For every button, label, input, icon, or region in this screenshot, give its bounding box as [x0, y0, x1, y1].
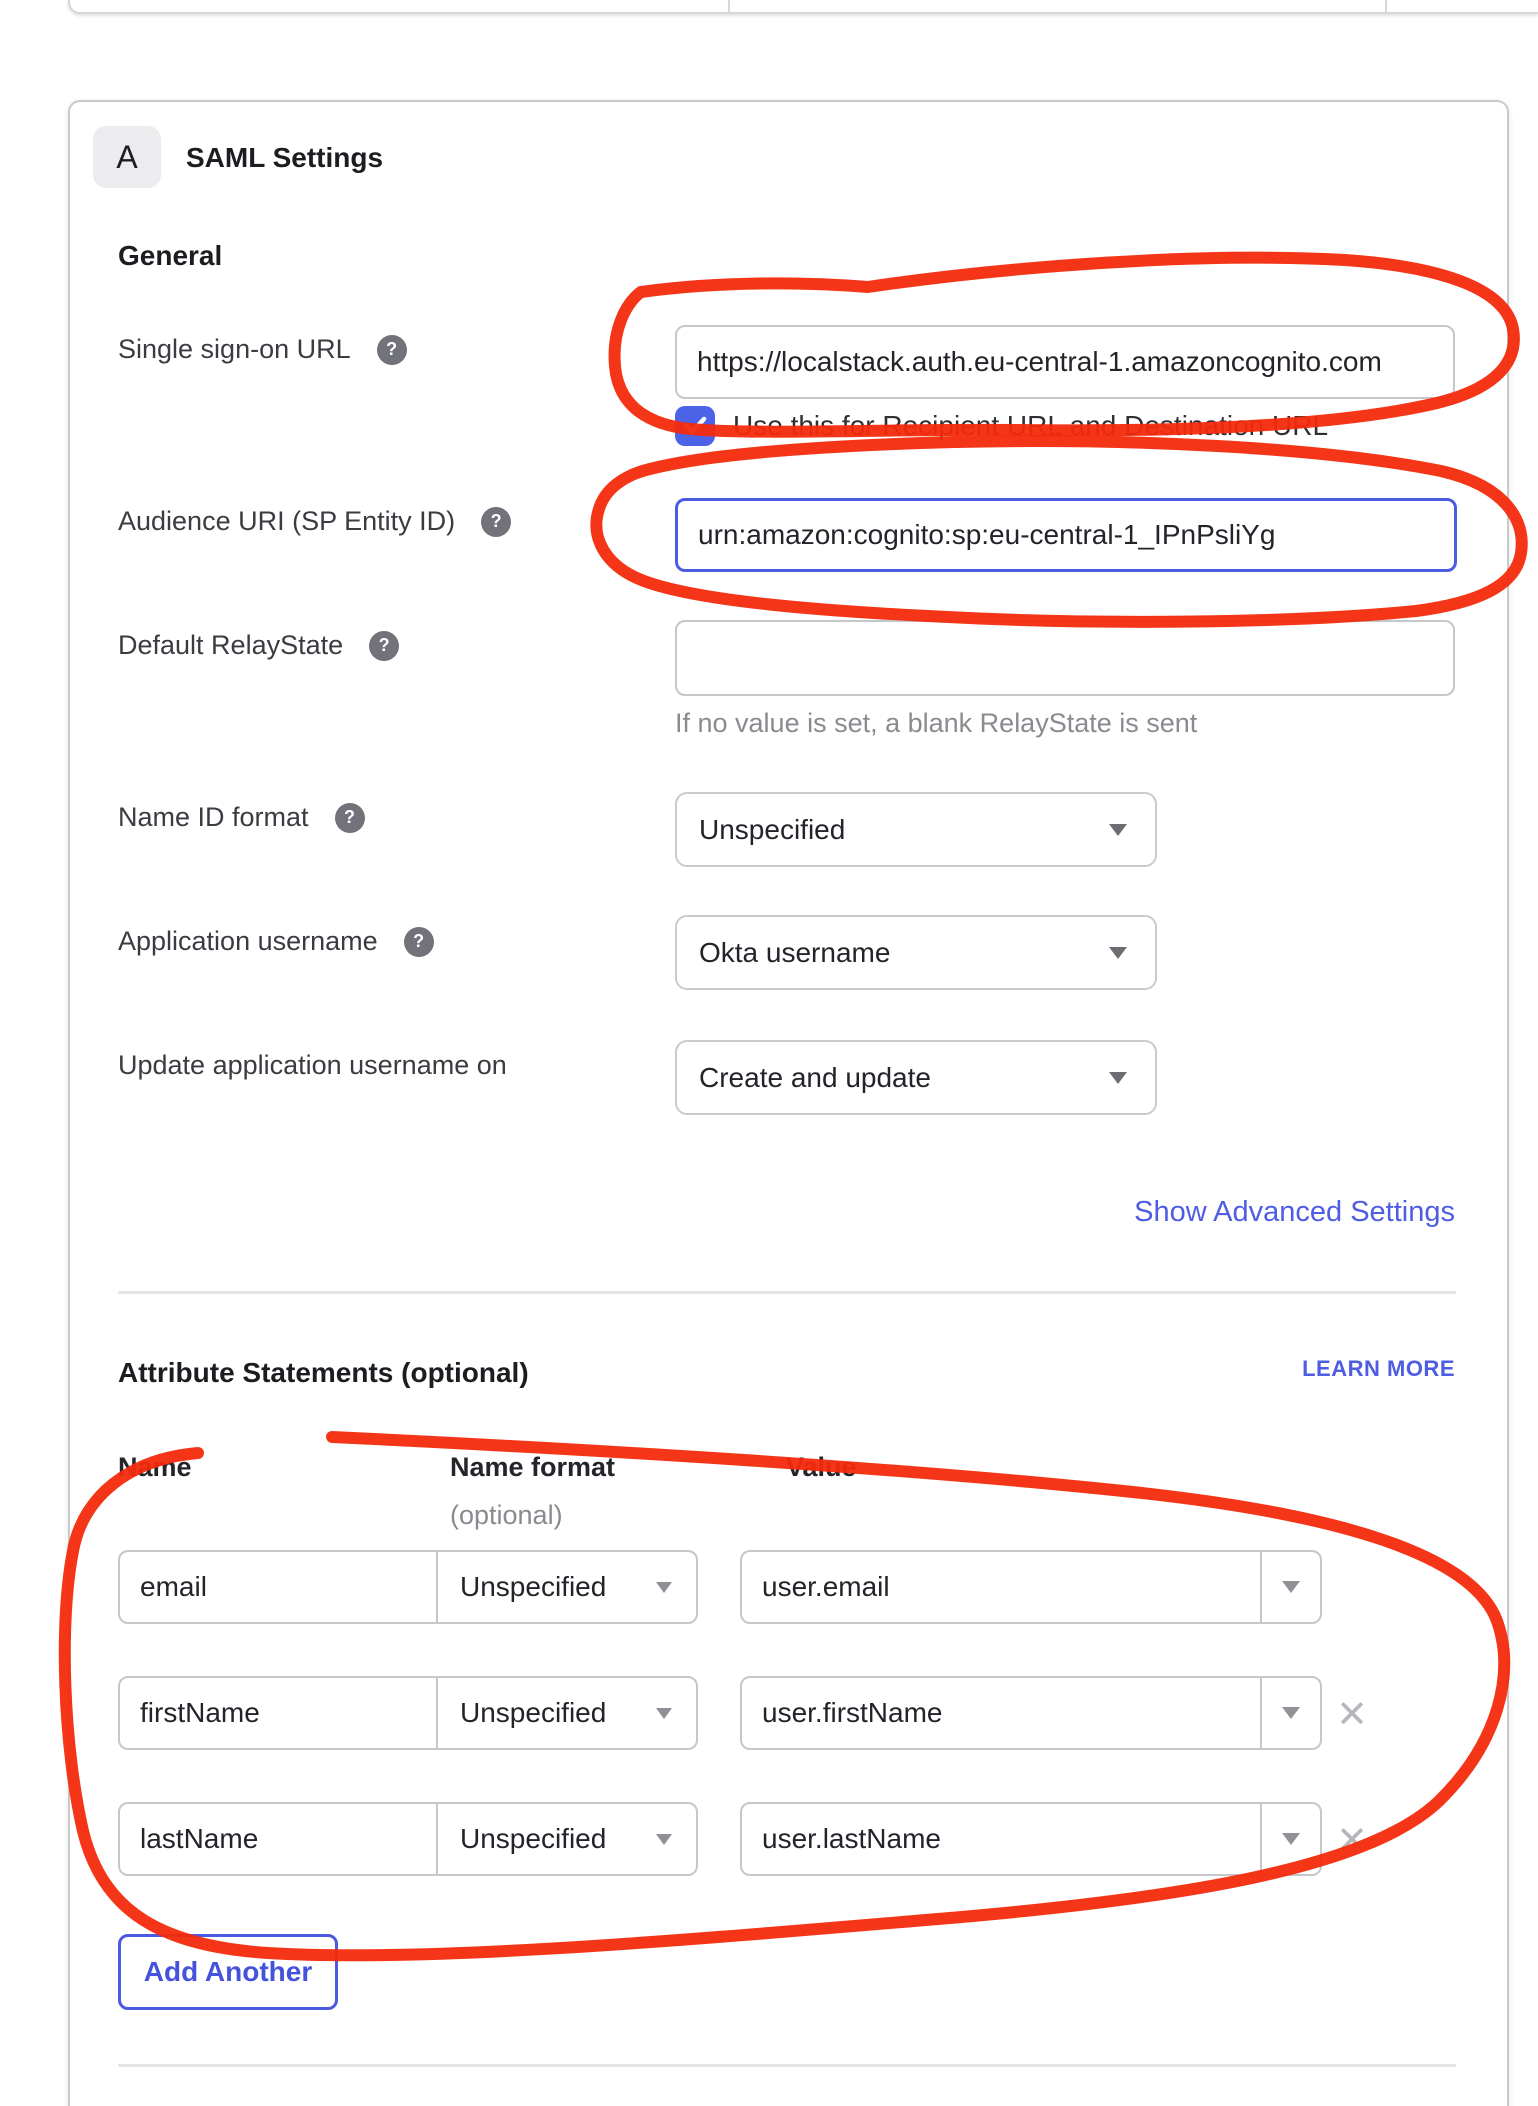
- recipient-url-checkbox[interactable]: [675, 406, 715, 446]
- attr-name-input[interactable]: [140, 1571, 416, 1603]
- relay-state-input[interactable]: [675, 620, 1455, 696]
- remnant-column-3: [1387, 0, 1538, 12]
- relay-state-help-icon[interactable]: ?: [369, 631, 399, 661]
- attribute-row: [118, 1802, 698, 1876]
- application-username-label: Application username: [118, 926, 378, 956]
- attr-value-combo: [740, 1550, 1322, 1624]
- attribute-row: [118, 1676, 698, 1750]
- page-title: SAML Settings: [186, 142, 384, 173]
- chevron-down-icon: [656, 1834, 672, 1845]
- remnant-column-1: [70, 0, 730, 12]
- chevron-down-icon: [656, 1582, 672, 1593]
- attr-value-cell: [742, 1552, 1262, 1622]
- col-header-name: Name: [118, 1452, 192, 1482]
- attr-value-input[interactable]: [762, 1823, 1240, 1855]
- name-id-format-select[interactable]: [675, 792, 1157, 867]
- sso-url-input[interactable]: [675, 325, 1455, 399]
- audience-uri-label: Audience URI (SP Entity ID): [118, 506, 456, 536]
- attr-name-cell: [120, 1678, 438, 1748]
- attr-name-input[interactable]: [140, 1823, 416, 1855]
- update-username-value: Create and update: [699, 1061, 931, 1093]
- attr-value-dropdown-button[interactable]: [1262, 1804, 1320, 1874]
- attr-format-value: Unspecified: [460, 1571, 607, 1602]
- col-header-format: Name format: [450, 1452, 616, 1482]
- col-header-format-note: (optional): [450, 1500, 563, 1530]
- sso-url-label: Single sign-on URL: [118, 334, 351, 364]
- attr-value-combo: [740, 1802, 1322, 1876]
- recipient-url-checkbox-label[interactable]: Use this for Recipient URL and Destination URL: [733, 410, 1329, 441]
- application-username-help-icon[interactable]: ?: [404, 927, 434, 957]
- attr-value-cell: [742, 1804, 1262, 1874]
- previous-card-bottom-edge: [68, 0, 1538, 14]
- remnant-column-2: [730, 0, 1387, 12]
- chevron-down-icon: [1282, 1707, 1300, 1719]
- relay-state-helper: If no value is set, a blank RelayState is sent: [675, 708, 1198, 738]
- show-advanced-settings-link[interactable]: Show Advanced Settings: [1134, 1196, 1455, 1228]
- attr-value-input[interactable]: [762, 1697, 1240, 1729]
- attr-format-select[interactable]: [438, 1678, 696, 1748]
- name-id-format-label: Name ID format: [118, 802, 309, 832]
- attribute-statements-heading: Attribute Statements (optional): [118, 1357, 529, 1388]
- attr-value-dropdown-button[interactable]: [1262, 1678, 1320, 1748]
- audience-uri-input[interactable]: [675, 498, 1457, 572]
- attr-format-select[interactable]: [438, 1552, 696, 1622]
- bottom-divider: [118, 2064, 1456, 2067]
- section-divider: [118, 1291, 1456, 1294]
- chevron-down-icon: [1109, 1072, 1127, 1084]
- attr-format-select[interactable]: [438, 1804, 696, 1874]
- attr-format-value: Unspecified: [460, 1823, 607, 1854]
- learn-more-link[interactable]: LEARN MORE: [1302, 1356, 1455, 1381]
- name-id-format-value: Unspecified: [699, 813, 846, 845]
- chevron-down-icon: [1109, 947, 1127, 959]
- col-header-value: Value: [786, 1452, 857, 1482]
- application-username-value: Okta username: [699, 936, 891, 968]
- attr-value-dropdown-button[interactable]: [1262, 1552, 1320, 1622]
- audience-help-icon[interactable]: ?: [481, 507, 511, 537]
- sso-help-icon[interactable]: ?: [377, 335, 407, 365]
- remove-row-icon[interactable]: ✕: [1336, 1693, 1368, 1736]
- general-heading: General: [118, 240, 223, 271]
- remove-row-icon[interactable]: ✕: [1336, 1819, 1368, 1862]
- attribute-row: [118, 1550, 698, 1624]
- attr-value-cell: [742, 1678, 1262, 1748]
- attr-format-value: Unspecified: [460, 1697, 607, 1728]
- chevron-down-icon: [1282, 1833, 1300, 1845]
- attr-name-cell: [120, 1552, 438, 1622]
- attr-name-cell: [120, 1804, 438, 1874]
- name-id-help-icon[interactable]: ?: [335, 803, 365, 833]
- chevron-down-icon: [1109, 824, 1127, 836]
- step-badge: A: [93, 126, 161, 188]
- chevron-down-icon: [656, 1708, 672, 1719]
- update-username-label: Update application username on: [118, 1050, 507, 1080]
- checkmark-icon: [683, 416, 707, 436]
- attr-value-combo: [740, 1676, 1322, 1750]
- attr-name-input[interactable]: [140, 1697, 416, 1729]
- application-username-select[interactable]: [675, 915, 1157, 990]
- relay-state-label: Default RelayState: [118, 630, 344, 660]
- add-another-button[interactable]: Add Another: [118, 1934, 338, 2010]
- attr-value-input[interactable]: [762, 1571, 1240, 1603]
- chevron-down-icon: [1282, 1581, 1300, 1593]
- update-username-select[interactable]: [675, 1040, 1157, 1115]
